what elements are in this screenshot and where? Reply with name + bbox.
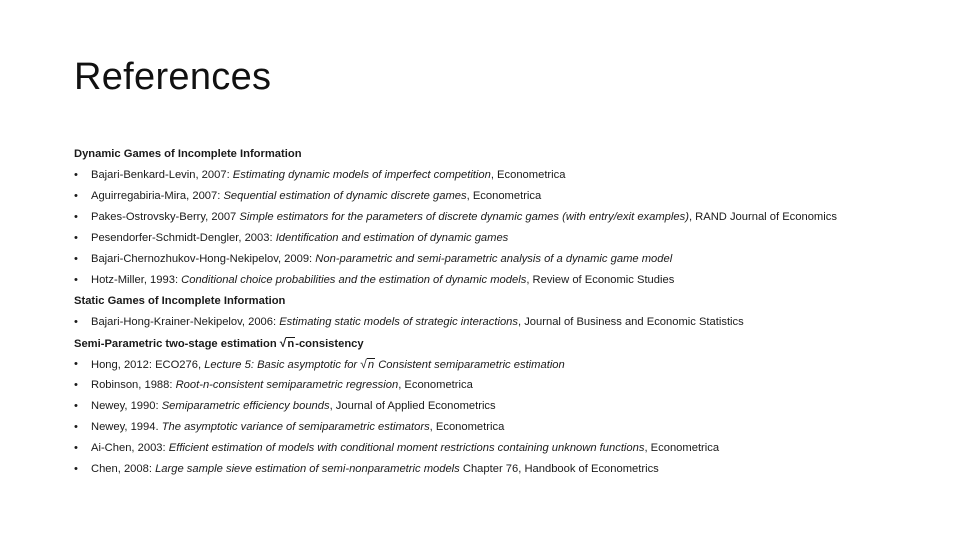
bullet-icon: • [74,463,78,475]
reference-title: Semiparametric efficiency bounds [161,400,330,412]
reference-item [74,438,934,459]
reference-venue: , Econometrica [644,442,720,454]
sqrt-n-symbol [280,333,295,355]
bullet-icon: • [74,232,78,244]
reference-title: Root-n-consistent semiparametric regression [175,379,399,391]
section-heading-dynamic-games: Dynamic Games of Incomplete Information [74,148,302,160]
reference-item [74,354,934,375]
reference-item [74,396,934,417]
reference-item [74,270,934,291]
reference-author: Pakes-Ostrovsky-Berry, 2007 [91,211,240,223]
reference-item [74,207,934,228]
reference-author: Newey, 1990: [91,400,162,412]
sqrt-radicand: n [287,338,295,350]
sqrt-sign: √ [360,357,367,371]
bullet-icon: • [74,190,78,202]
bullet-icon: • [74,442,78,454]
sqrt-n-symbol [360,354,375,376]
sqrt-sign: √ [279,336,287,350]
references-list [74,144,934,480]
reference-title-post: Consistent semiparametric estimation [375,359,565,371]
reference-author: Robinson, 1988: [91,379,176,391]
bullet-icon: • [74,421,78,433]
bullet-icon: • [74,358,78,370]
reference-author: Ai-Chen, 2003: [91,442,169,454]
reference-item [74,417,934,438]
bullet-icon: • [74,253,78,265]
reference-title: Estimating dynamic models of imperfect competition [232,169,491,181]
section-heading-static-games: Static Games of Incomplete Information [74,295,286,307]
reference-venue: , Econometrica [490,169,566,181]
reference-author: Hong, 2012: ECO276, [91,359,205,371]
heading-text-post: -consistency [295,338,364,350]
reference-title: Efficient estimation of models with conditional moment restrictions containing unknown functions [168,442,645,454]
reference-author: Bajari-Benkard-Levin, 2007: [91,169,233,181]
reference-venue: , Econometrica [398,379,473,391]
sqrt-radicand: n [367,359,375,371]
reference-item [74,228,934,249]
reference-venue: , Econometrica [466,190,542,202]
bullet-icon: • [74,379,78,391]
bullet-icon: • [74,274,78,286]
reference-title: Large sample sieve estimation of semi-nonparametric models [155,463,460,475]
reference-venue: , Review of Economic Studies [526,274,675,286]
reference-title-pre: Lecture 5: Basic asymptotic for [204,359,361,371]
reference-author: Aguirregabiria-Mira, 2007: [91,190,224,202]
reference-author: Bajari-Chernozhukov-Hong-Nekipelov, 2009: [91,253,316,265]
reference-title: The asymptotic variance of semiparametric estimators [161,421,430,433]
reference-title: Simple estimators for the parameters of discrete dynamic games (with entry/exit examples) [239,211,689,223]
reference-item [74,459,934,480]
reference-venue: , Journal of Applied Econometrics [329,400,496,412]
reference-title: Estimating static models of strategic interactions [279,316,518,328]
bullet-icon: • [74,316,78,328]
reference-item [74,249,934,270]
reference-author: Chen, 2008: [91,463,156,475]
reference-venue: , Journal of Business and Economic Statistics [518,316,744,328]
reference-author: Bajari-Hong-Krainer-Nekipelov, 2006: [91,316,280,328]
reference-title: Conditional choice probabilities and the estimation of dynamic models [181,274,527,286]
reference-item [74,312,934,333]
reference-venue: , RAND Journal of Economics [688,211,837,223]
reference-author: Pesendorfer-Schmidt-Dengler, 2003: [91,232,276,244]
bullet-icon: • [74,211,78,223]
reference-venue: , Econometrica [429,421,505,433]
heading-text-pre: Semi-Parametric two-stage estimation [74,338,280,350]
section-heading-semi-parametric [74,333,934,354]
slide-title: References [74,56,272,98]
reference-title: Non-parametric and semi-parametric analysis of a dynamic game model [315,253,673,265]
reference-item [74,165,934,186]
reference-venue: Chapter 76, Handbook of Econometrics [459,463,659,475]
reference-title: Identification and estimation of dynamic games [275,232,509,244]
reference-author: Hotz-Miller, 1993: [91,274,182,286]
reference-item [74,375,934,396]
reference-item [74,186,934,207]
bullet-icon: • [74,169,78,181]
reference-author: Newey, 1994. [91,421,162,433]
reference-title: Sequential estimation of dynamic discrete games [223,190,467,202]
bullet-icon: • [74,400,78,412]
